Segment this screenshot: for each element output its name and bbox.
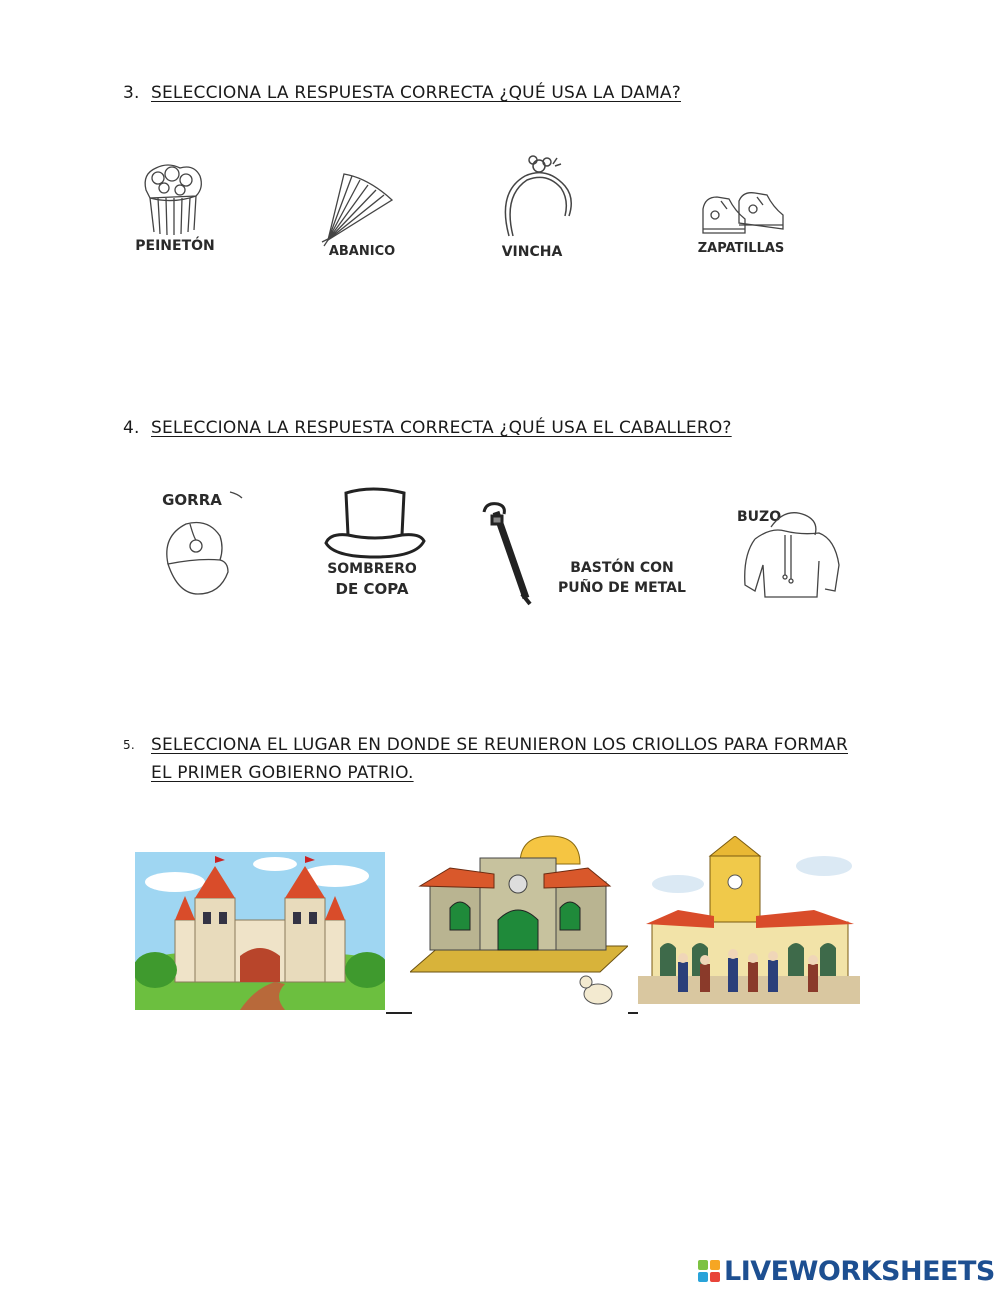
question-number: 4.	[123, 418, 140, 438]
option-label: VINCHA	[501, 244, 563, 260]
option-baston[interactable]	[478, 498, 693, 606]
question-text: SELECCIONA LA RESPUESTA CORRECTA ¿QUÉ USA EL CABALLERO?	[151, 418, 732, 438]
option-building[interactable]	[410, 834, 628, 1010]
peineton-icon	[128, 160, 218, 240]
castle-image	[135, 852, 385, 1010]
option-vincha[interactable]	[495, 152, 585, 264]
building-image	[410, 834, 628, 1010]
option-cabildo[interactable]	[638, 836, 860, 1004]
brand-name: LIVEWORKSHEETS	[724, 1255, 995, 1287]
question-number: 5.	[123, 738, 135, 752]
question-text-line2: EL PRIMER GOBIERNO PATRIO.	[151, 763, 414, 783]
option-sombrero-de-copa[interactable]	[320, 485, 430, 601]
gorra-icon	[158, 488, 248, 600]
option-label: ABANICO	[328, 244, 396, 259]
option-zapatillas[interactable]	[695, 185, 795, 263]
option-label: BASTÓN CON	[570, 560, 674, 576]
question-4	[123, 418, 823, 442]
abanico-icon	[318, 168, 408, 248]
cabildo-image	[638, 836, 860, 1004]
option-peineton[interactable]	[128, 160, 218, 260]
option-label: GORRA	[162, 491, 222, 509]
option-label: PUÑO DE METAL	[558, 580, 686, 596]
question-5	[123, 735, 893, 787]
option-label: ZAPATILLAS	[697, 241, 785, 256]
option-label: DE COPA	[335, 580, 409, 598]
option-buzo[interactable]	[735, 505, 845, 605]
liveworksheets-logo	[698, 1260, 720, 1282]
sombrero-de-copa-icon	[320, 485, 430, 565]
question-3	[123, 83, 823, 107]
buzo-icon	[735, 505, 845, 605]
liveworksheets-brand	[698, 1254, 995, 1288]
baston-icon	[478, 498, 548, 606]
question-number: 3.	[123, 83, 140, 103]
vincha-icon	[495, 152, 585, 238]
answer-blank[interactable]	[386, 1012, 412, 1014]
option-label: PEINETÓN	[135, 238, 215, 254]
option-label: BUZO	[737, 509, 782, 525]
question-text-line1: SELECCIONA EL LUGAR EN DONDE SE REUNIERON LOS CRIOLLOS PARA FORMAR	[151, 735, 848, 755]
question-text: SELECCIONA LA RESPUESTA CORRECTA ¿QUÉ USA LA DAMA?	[151, 83, 681, 103]
option-gorra[interactable]	[158, 488, 248, 600]
option-label: SOMBRERO	[327, 561, 417, 577]
answer-blank[interactable]	[628, 1012, 638, 1014]
option-abanico[interactable]	[318, 168, 408, 263]
zapatillas-icon	[695, 185, 795, 240]
option-castle[interactable]	[135, 852, 385, 1010]
